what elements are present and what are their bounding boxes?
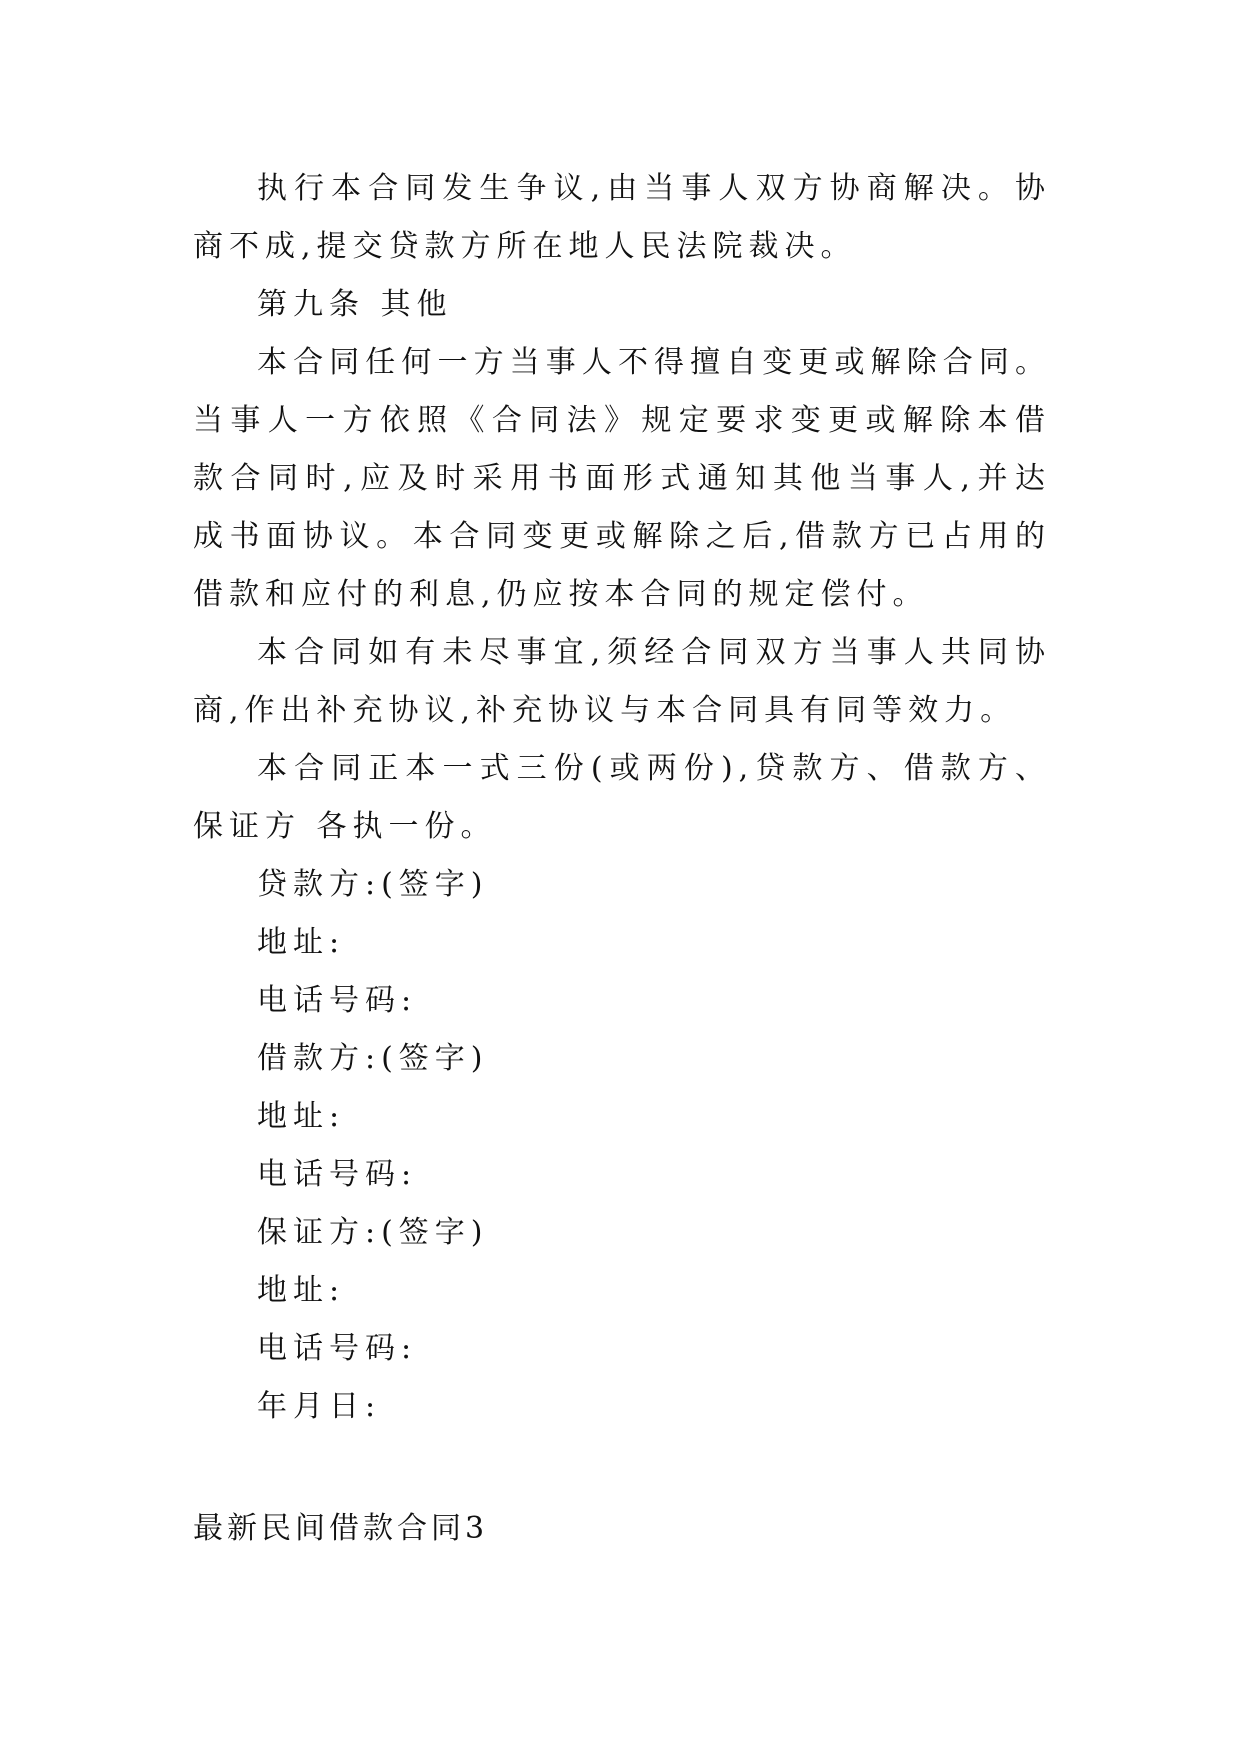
supplement-paragraph: 本合同如有未尽事宜,须经合同双方当事人共同协商,作出补充协议,补充协议与本合同具有同等效力。 xyxy=(193,635,1051,728)
dispute-paragraph: 执行本合同发生争议,由当事人双方协商解决。协商不成,提交贷款方所在地人民法院裁决。 xyxy=(193,171,1051,264)
document-page xyxy=(193,160,1051,1436)
article-heading: 第九条 其他 xyxy=(257,287,453,322)
copies-paragraph: 本合同正本一式三份(或两份),贷款方、借款方、保证方 各执一份。 xyxy=(193,751,1051,844)
borrower-phone-label: 电话号码: xyxy=(257,1157,418,1192)
borrower-address-label: 地址: xyxy=(257,1099,346,1134)
guarantor-phone-label: 电话号码: xyxy=(257,1331,418,1366)
guarantor-address-label: 地址: xyxy=(257,1273,346,1308)
lender-signature-label: 贷款方:(签字) xyxy=(257,867,489,902)
lender-address-label: 地址: xyxy=(257,925,346,960)
guarantor-signature-label: 保证方:(签字) xyxy=(257,1215,489,1250)
modification-paragraph: 本合同任何一方当事人不得擅自变更或解除合同。当事人一方依照《合同法》规定要求变更或解除本借款合同时,应及时采用书面形式通知其他当事人,并达成书面协议。本合同变更或解除之后,借款方已占用的借款和应付的利息,仍应按本合同的规定偿付。 xyxy=(193,345,1051,612)
borrower-signature-label: 借款方:(签字) xyxy=(257,1041,489,1076)
next-section-title: 最新民间借款合同3 xyxy=(193,1511,489,1546)
lender-phone-label: 电话号码: xyxy=(257,983,418,1018)
signature-block xyxy=(193,856,1051,1436)
date-label: 年月日: xyxy=(257,1389,382,1424)
